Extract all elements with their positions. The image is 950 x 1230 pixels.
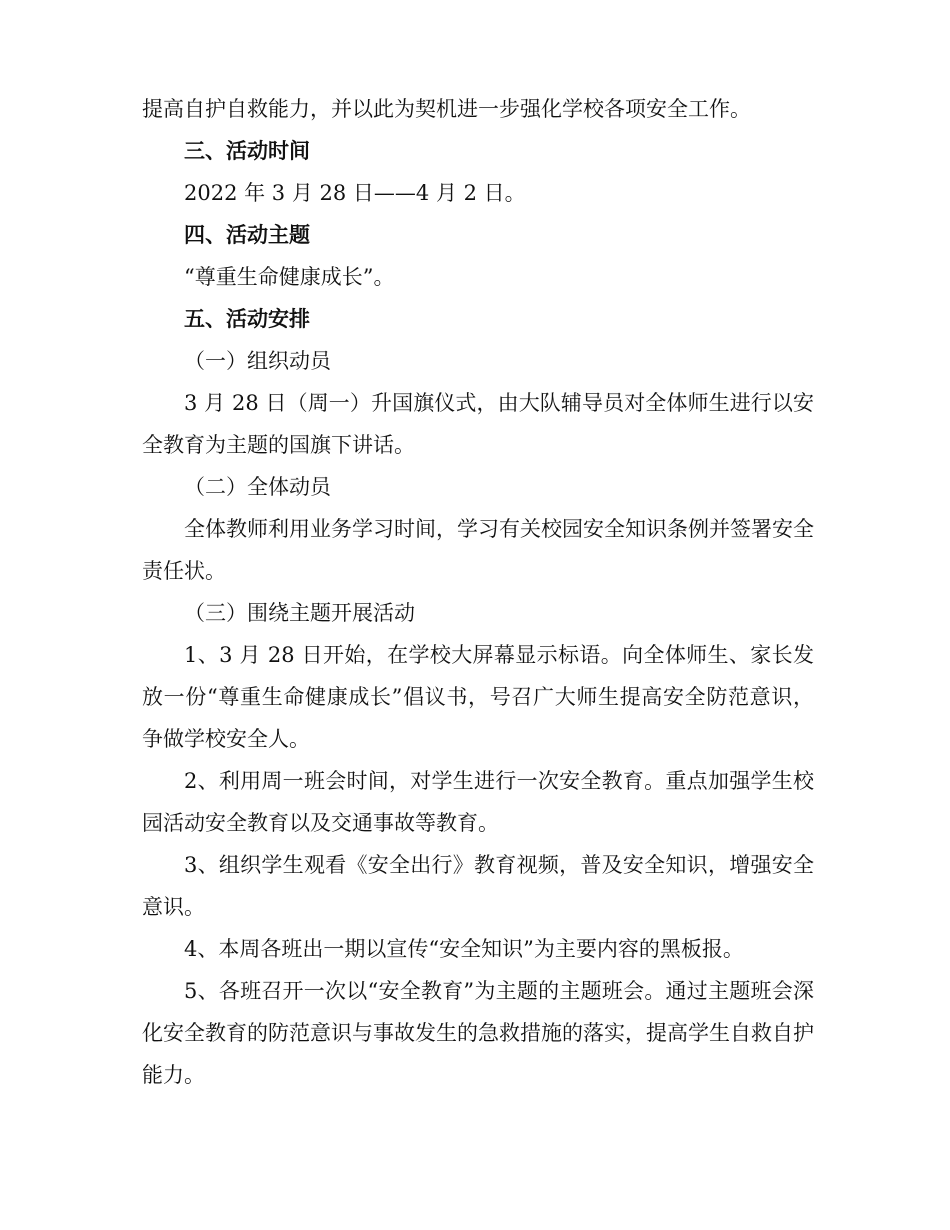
list-item-3: 3、组织学生观看《安全出行》教育视频，普及安全知识，增强安全意识。 — [142, 853, 814, 919]
paragraph-continuation: 提高自护自救能力，并以此为契机进一步强化学校各项安全工作。 — [142, 97, 751, 121]
section-heading-activity-arrangement: 五、活动安排 — [184, 306, 310, 331]
document-page — [142, 88, 814, 1096]
subheading-theme-activities: （三）围绕主题开展活动 — [184, 601, 415, 625]
section-heading-activity-theme: 四、活动主题 — [184, 222, 310, 247]
list-item-2: 2、利用周一班会时间，对学生进行一次安全教育。重点加强学生校园活动安全教育以及交通事故等教育。 — [142, 769, 814, 835]
paragraph-teacher-study: 全体教师利用业务学习时间，学习有关校园安全知识条例并签署安全责任状。 — [142, 517, 814, 583]
paragraph-flag-ceremony: 3 月 28 日（周一）升国旗仪式，由大队辅导员对全体师生进行以安全教育为主题的国旗下讲话。 — [142, 391, 814, 457]
list-item-4: 4、本周各班出一期以宣传“安全知识”为主要内容的黑板报。 — [184, 937, 744, 961]
paragraph-theme: “尊重生命健康成长”。 — [184, 265, 395, 289]
section-heading-activity-time: 三、活动时间 — [184, 138, 310, 163]
list-item-5: 5、各班召开一次以“安全教育”为主题的主题班会。通过主题班会深化安全教育的防范意识与事故发生的急救措施的落实，提高学生自救自护能力。 — [142, 979, 814, 1087]
paragraph-activity-dates: 2022 年 3 月 28 日——4 月 2 日。 — [184, 181, 526, 205]
subheading-all-staff-mobilization: （二）全体动员 — [184, 475, 331, 499]
list-item-1: 1、3 月 28 日开始，在学校大屏幕显示标语。向全体师生、家长发放一份“尊重生命健康成长”倡议书，号召广大师生提高安全防范意识，争做学校安全人。 — [142, 643, 814, 751]
subheading-organize-mobilization: （一）组织动员 — [184, 349, 331, 373]
